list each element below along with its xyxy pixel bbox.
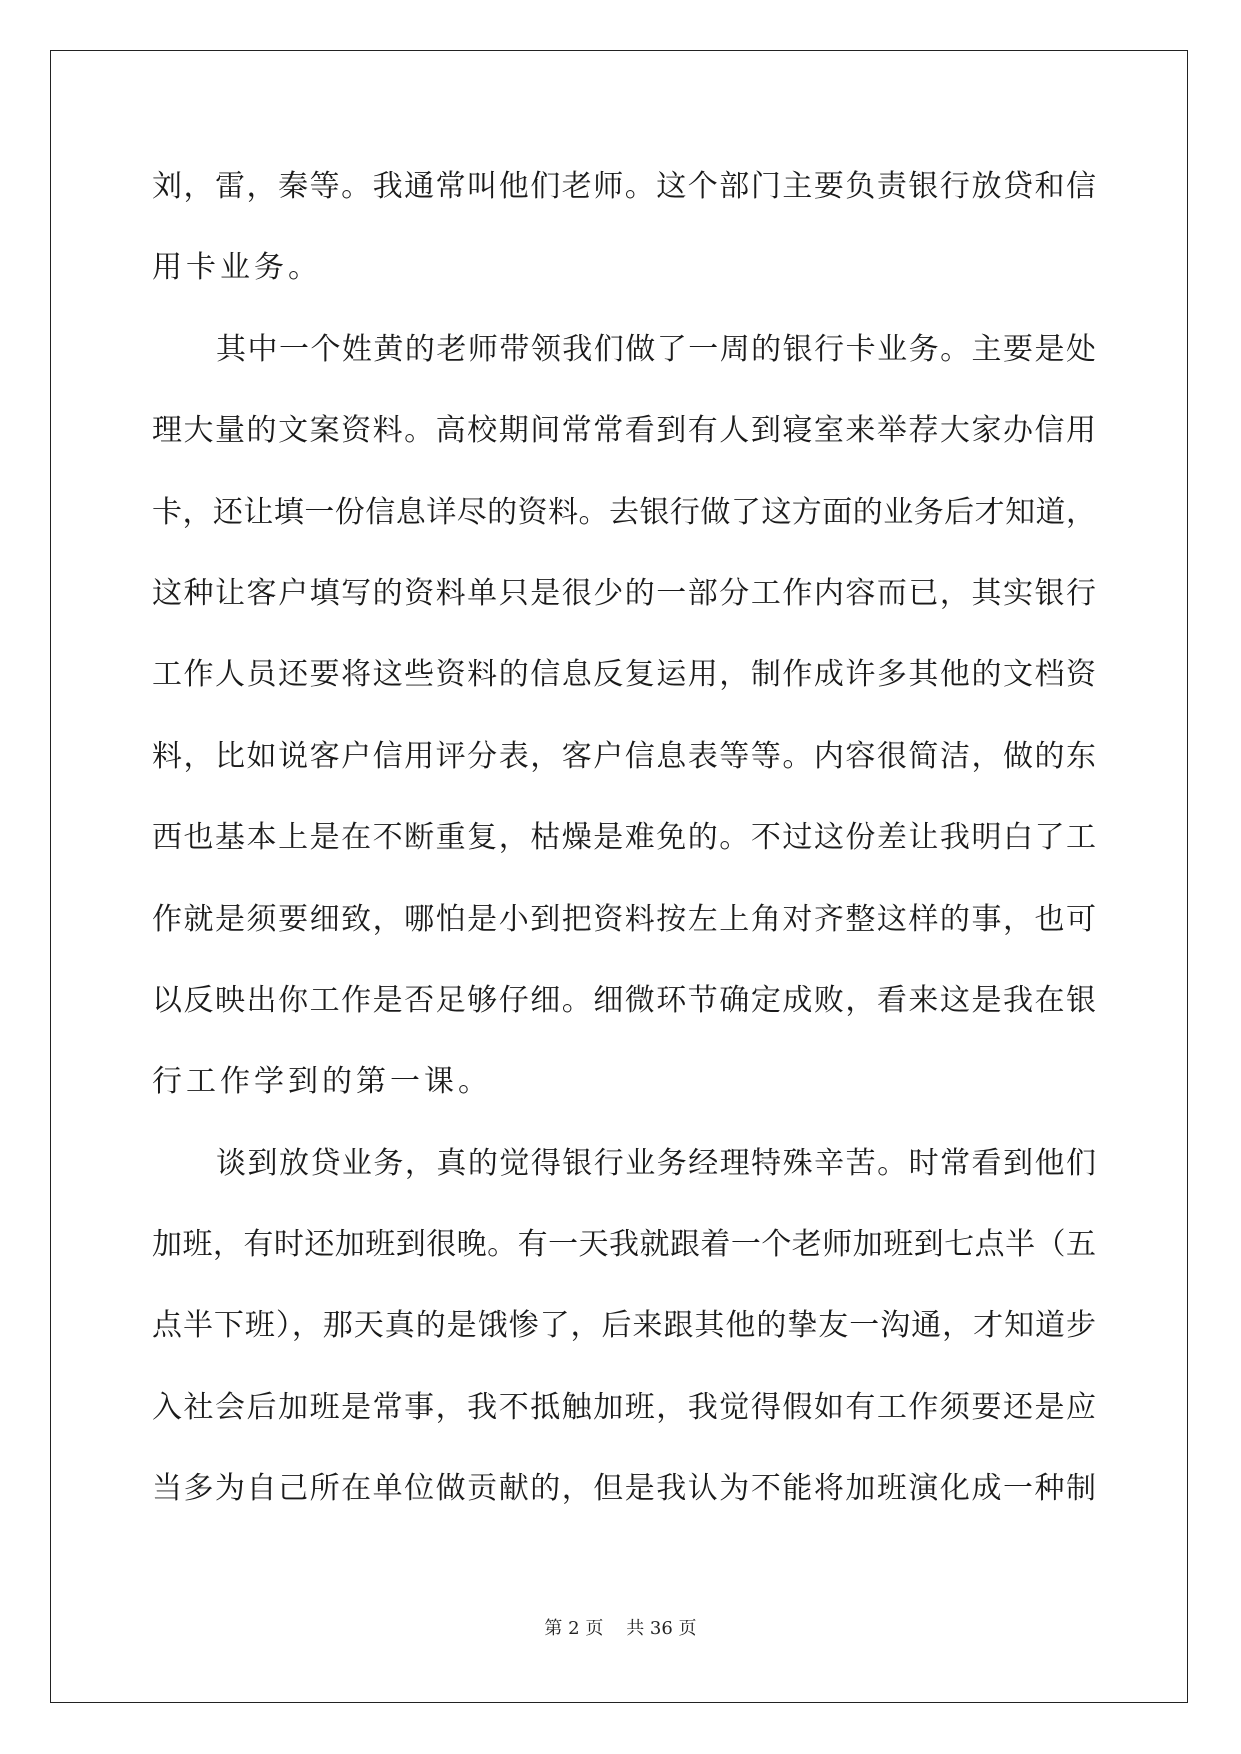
text-line: 西也基本上是在不断重复，枯燥是难免的。不过这份差让我明白了工 <box>152 820 1096 856</box>
text-line: 用卡业务。 <box>152 250 322 286</box>
text-line: 点半下班），那天真的是饿惨了，后来跟其他的挚友一沟通，才知道步 <box>152 1308 1096 1344</box>
text-line: 当多为自己所在单位做贡献的，但是我认为不能将加班演化成一种制 <box>152 1471 1096 1507</box>
text-line: 工作人员还要将这些资料的信息反复运用，制作成许多其他的文档资 <box>152 657 1096 693</box>
page-number-footer: 第 2 页 共 36 页 <box>544 1618 697 1639</box>
text-line: 这种让客户填写的资料单只是很少的一部分工作内容而已，其实银行 <box>152 575 1096 611</box>
text-line: 加班，有时还加班到很晚。有一天我就跟着一个老师加班到七点半（五 <box>152 1227 1096 1263</box>
text-line: 以反映出你工作是否足够仔细。细微环节确定成败，看来这是我在银 <box>152 982 1096 1018</box>
text-line: 理大量的文案资料。高校期间常常看到有人到寝室来举荐大家办信用 <box>152 413 1096 449</box>
document-body <box>152 162 1096 1546</box>
text-line: 谈到放贷业务，真的觉得银行业务经理特殊辛苦。时常看到他们 <box>216 1145 1096 1181</box>
text-line: 料，比如说客户信用评分表，客户信息表等等。内容很简洁，做的东 <box>152 738 1096 774</box>
text-line: 其中一个姓黄的老师带领我们做了一周的银行卡业务。主要是处 <box>216 331 1096 367</box>
text-line: 刘，雷，秦等。我通常叫他们老师。这个部门主要负责银行放贷和信 <box>152 169 1096 204</box>
text-line: 入社会后加班是常事，我不抵触加班，我觉得假如有工作须要还是应 <box>152 1389 1096 1425</box>
text-line: 作就是须要细致，哪怕是小到把资料按左上角对齐整这样的事，也可 <box>152 901 1096 937</box>
text-line: 卡，还让填一份信息详尽的资料。去银行做了这方面的业务后才知道， <box>152 494 1096 530</box>
text-line: 行工作学到的第一课。 <box>152 1064 492 1100</box>
